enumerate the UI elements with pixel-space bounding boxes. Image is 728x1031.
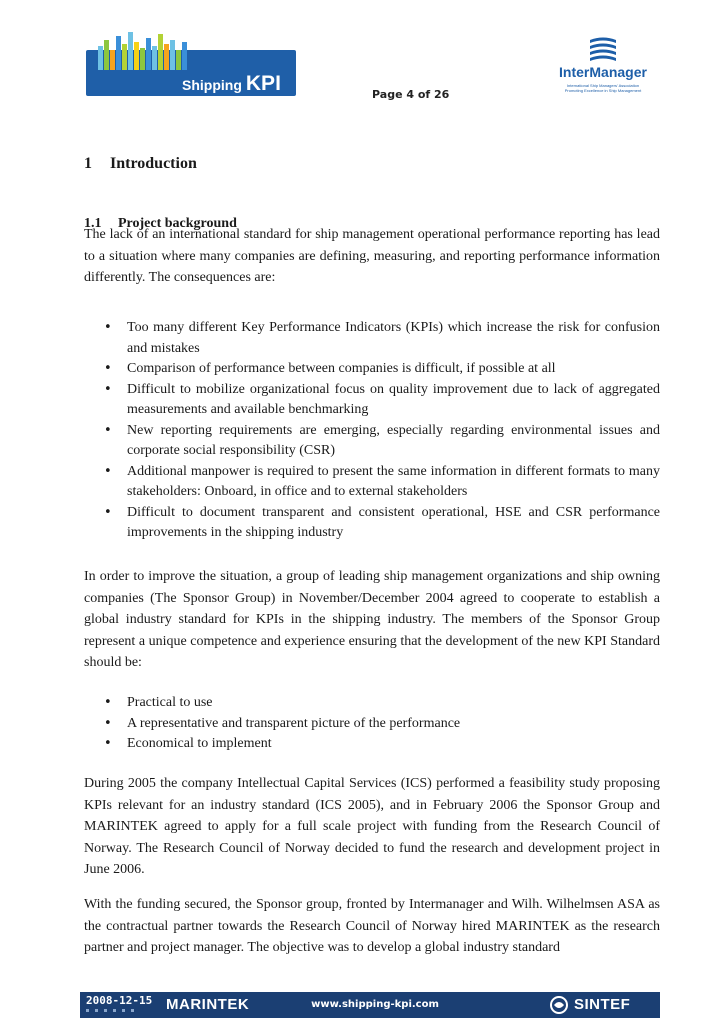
list-item: • Additional manpower is required to present the same information in different formats to many stakeholders: Onboard, in office and to external stakeholders: [84, 462, 660, 503]
list-item: • New reporting requirements are emerging, especially regarding environmental issues and corporate social responsibility (CSR): [84, 421, 660, 462]
paragraph-1: The lack of an international standard for ship management operational performance reporting has lead to a situation where many companies are defining, measuring, and reporting performance information differently. The consequences are:: [84, 227, 660, 285]
paragraph-4: With the funding secured, the Sponsor group, fronted by Intermanager and Wilh. Wilhelmsen ASA as the contractual partner towards the Research Council of Norway hired MARINTEK as the research partner and project manager. The objective was to develop a global industry standard: [84, 897, 660, 955]
paragraph-2: In order to improve the situation, a group of leading ship management organizations and ship owning companies (The Sponsor Group) in November/December 2004 agreed to cooperate to establish a global industry standard for KPIs in the shipping industry. The members of the Sponsor Group represent a unique competence and experience ensuring that the development of the new KPI Standard should be:: [84, 569, 660, 670]
list-item: • A representative and transparent picture of the performance: [84, 714, 660, 735]
standard-goals-list: [84, 693, 660, 755]
sintef-emblem-icon: [550, 996, 568, 1014]
footer-dots-icon: [86, 1009, 136, 1013]
tagline-line-2: Promoting Excellence in Ship Management: [564, 88, 642, 93]
section-title: Introduction: [110, 155, 197, 172]
skyline-bars-icon: [98, 32, 194, 70]
section-number: 1: [84, 155, 92, 172]
list-item: • Difficult to mobilize organizational focus on quality improvement due to lack of aggregated measurements and available benchmarking: [84, 380, 660, 421]
section-heading: [84, 155, 197, 173]
logo-text-kpi: KPI: [245, 72, 281, 95]
paragraph-3: During 2005 the company Intellectual Capital Services (ICS) performed a feasibility study proposing KPIs relevant for an industry standard (ICS 2005), and in February 2006 the Sponsor Group and MARINTEK agreed to apply for a full scale project with funding from the Research Council of Norway. The Research Council of Norway decided to fund the research and development project in June 2006.: [84, 776, 660, 877]
subsection-title: Project background: [118, 216, 237, 231]
list-item: • Practical to use: [84, 693, 660, 714]
footer-website: www.shipping-kpi.com: [311, 999, 439, 1010]
wave-stripes-icon: [588, 36, 618, 62]
intermanager-logo: [548, 36, 658, 108]
list-item: • Economical to implement: [84, 734, 660, 755]
shipping-kpi-logo: [86, 28, 296, 96]
sintef-logo: SINTEF: [574, 996, 631, 1013]
tagline-line-1: International Ship Managers' Association: [566, 83, 640, 88]
marintek-logo: MARINTEK: [166, 996, 250, 1013]
logo-wordmark: [182, 72, 281, 96]
list-item: • Difficult to document transparent and consistent operational, HSE and CSR performance improvements in the shipping industry: [84, 503, 660, 544]
intermanager-tagline: [548, 83, 658, 93]
footer-bar: [80, 992, 660, 1018]
consequences-list: [84, 318, 660, 544]
footer-date: 2008-12-15: [86, 994, 153, 1007]
page-number: Page 4 of 26: [372, 88, 450, 101]
logo-text-shipping: Shipping: [182, 77, 242, 93]
list-item: • Comparison of performance between companies is difficult, if possible at all: [84, 359, 660, 380]
subsection-number: 1.1: [84, 216, 102, 231]
list-item: • Too many different Key Performance Indicators (KPIs) which increase the risk for confusion and mistakes: [84, 318, 660, 359]
intermanager-name: InterManager: [559, 64, 647, 80]
